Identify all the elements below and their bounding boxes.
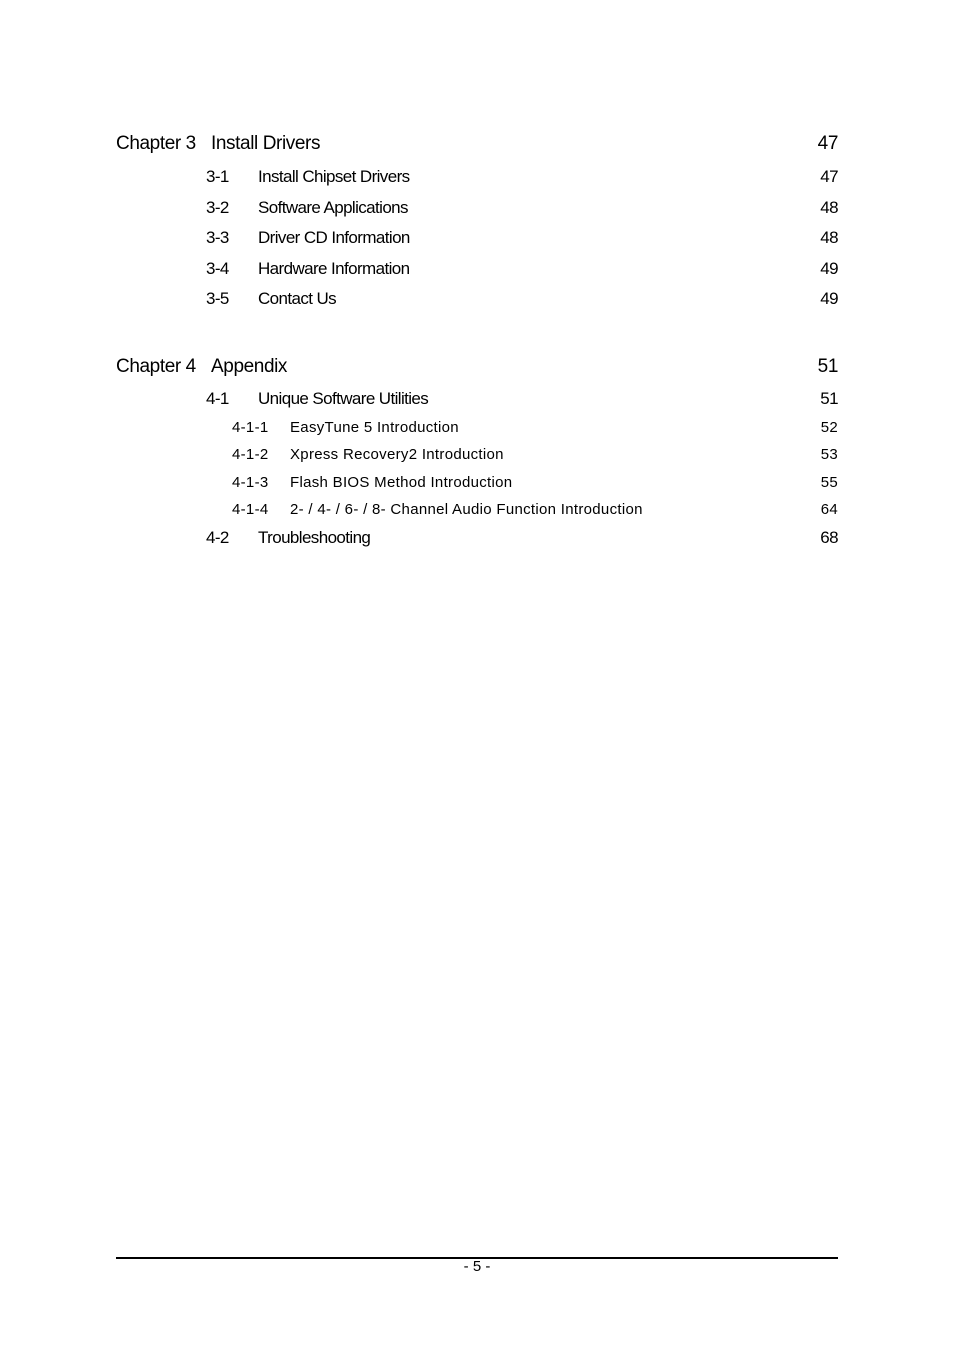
subsection-page: 64	[820, 501, 838, 518]
toc-section-4-2[interactable]	[116, 528, 838, 548]
toc-section-4-1[interactable]	[116, 389, 838, 409]
subsection-number: 4-1-4	[232, 501, 269, 518]
subsection-title: 2- / 4- / 6- / 8- Channel Audio Function Introduction	[290, 501, 643, 518]
section-page: 48	[820, 198, 838, 217]
chapter-page: 51	[817, 356, 838, 377]
subsection-page: 55	[820, 474, 838, 491]
chapter-title: Appendix	[211, 356, 288, 377]
section-title: Install Chipset Drivers	[258, 167, 410, 186]
section-number: 3-3	[206, 228, 229, 247]
subsection-title: EasyTune 5 Introduction	[290, 419, 459, 436]
section-title: Contact Us	[258, 289, 337, 308]
section-number: 3-1	[206, 167, 229, 186]
section-number: 3-5	[206, 289, 229, 308]
section-number: 4-2	[206, 528, 229, 547]
subsection-number: 4-1-3	[232, 474, 269, 491]
chapter-title: Install Drivers	[211, 133, 321, 154]
subsection-title: Flash BIOS Method Introduction	[290, 474, 513, 491]
section-title: Software Applications	[258, 198, 408, 217]
section-page: 48	[820, 228, 838, 247]
subsection-page: 52	[820, 419, 838, 436]
section-page: 68	[820, 528, 838, 547]
chapter-label: Chapter 4	[116, 356, 196, 377]
toc-section-3-1[interactable]	[116, 167, 838, 187]
subsection-number: 4-1-2	[232, 446, 269, 463]
toc-chapter-4[interactable]	[116, 356, 838, 378]
toc-chapter-3[interactable]	[116, 133, 838, 155]
toc-section-3-5[interactable]	[116, 289, 838, 309]
page-number: - 5 -	[463, 1258, 491, 1275]
toc-subsection-4-1-1[interactable]	[116, 419, 838, 436]
section-title: Hardware Information	[258, 259, 410, 278]
section-number: 3-4	[206, 259, 229, 278]
section-page: 49	[820, 259, 838, 278]
subsection-title: Xpress Recovery2 Introduction	[290, 446, 504, 463]
toc-subsection-4-1-3[interactable]	[116, 474, 838, 491]
toc-subsection-4-1-4[interactable]	[116, 501, 838, 518]
chapter-page: 47	[817, 133, 838, 154]
toc-section-3-2[interactable]	[116, 198, 838, 218]
subsection-number: 4-1-1	[232, 419, 269, 436]
section-number: 4-1	[206, 389, 229, 408]
section-title: Troubleshooting	[258, 528, 371, 547]
subsection-page: 53	[820, 446, 838, 463]
toc-section-3-3[interactable]	[116, 228, 838, 248]
section-page: 49	[820, 289, 838, 308]
section-page: 51	[820, 389, 838, 408]
section-title: Unique Software Utilities	[258, 389, 429, 408]
toc-section-3-4[interactable]	[116, 259, 838, 279]
section-number: 3-2	[206, 198, 229, 217]
chapter-label: Chapter 3	[116, 133, 196, 154]
section-page: 47	[820, 167, 838, 186]
toc-subsection-4-1-2[interactable]	[116, 446, 838, 463]
section-title: Driver CD Information	[258, 228, 410, 247]
